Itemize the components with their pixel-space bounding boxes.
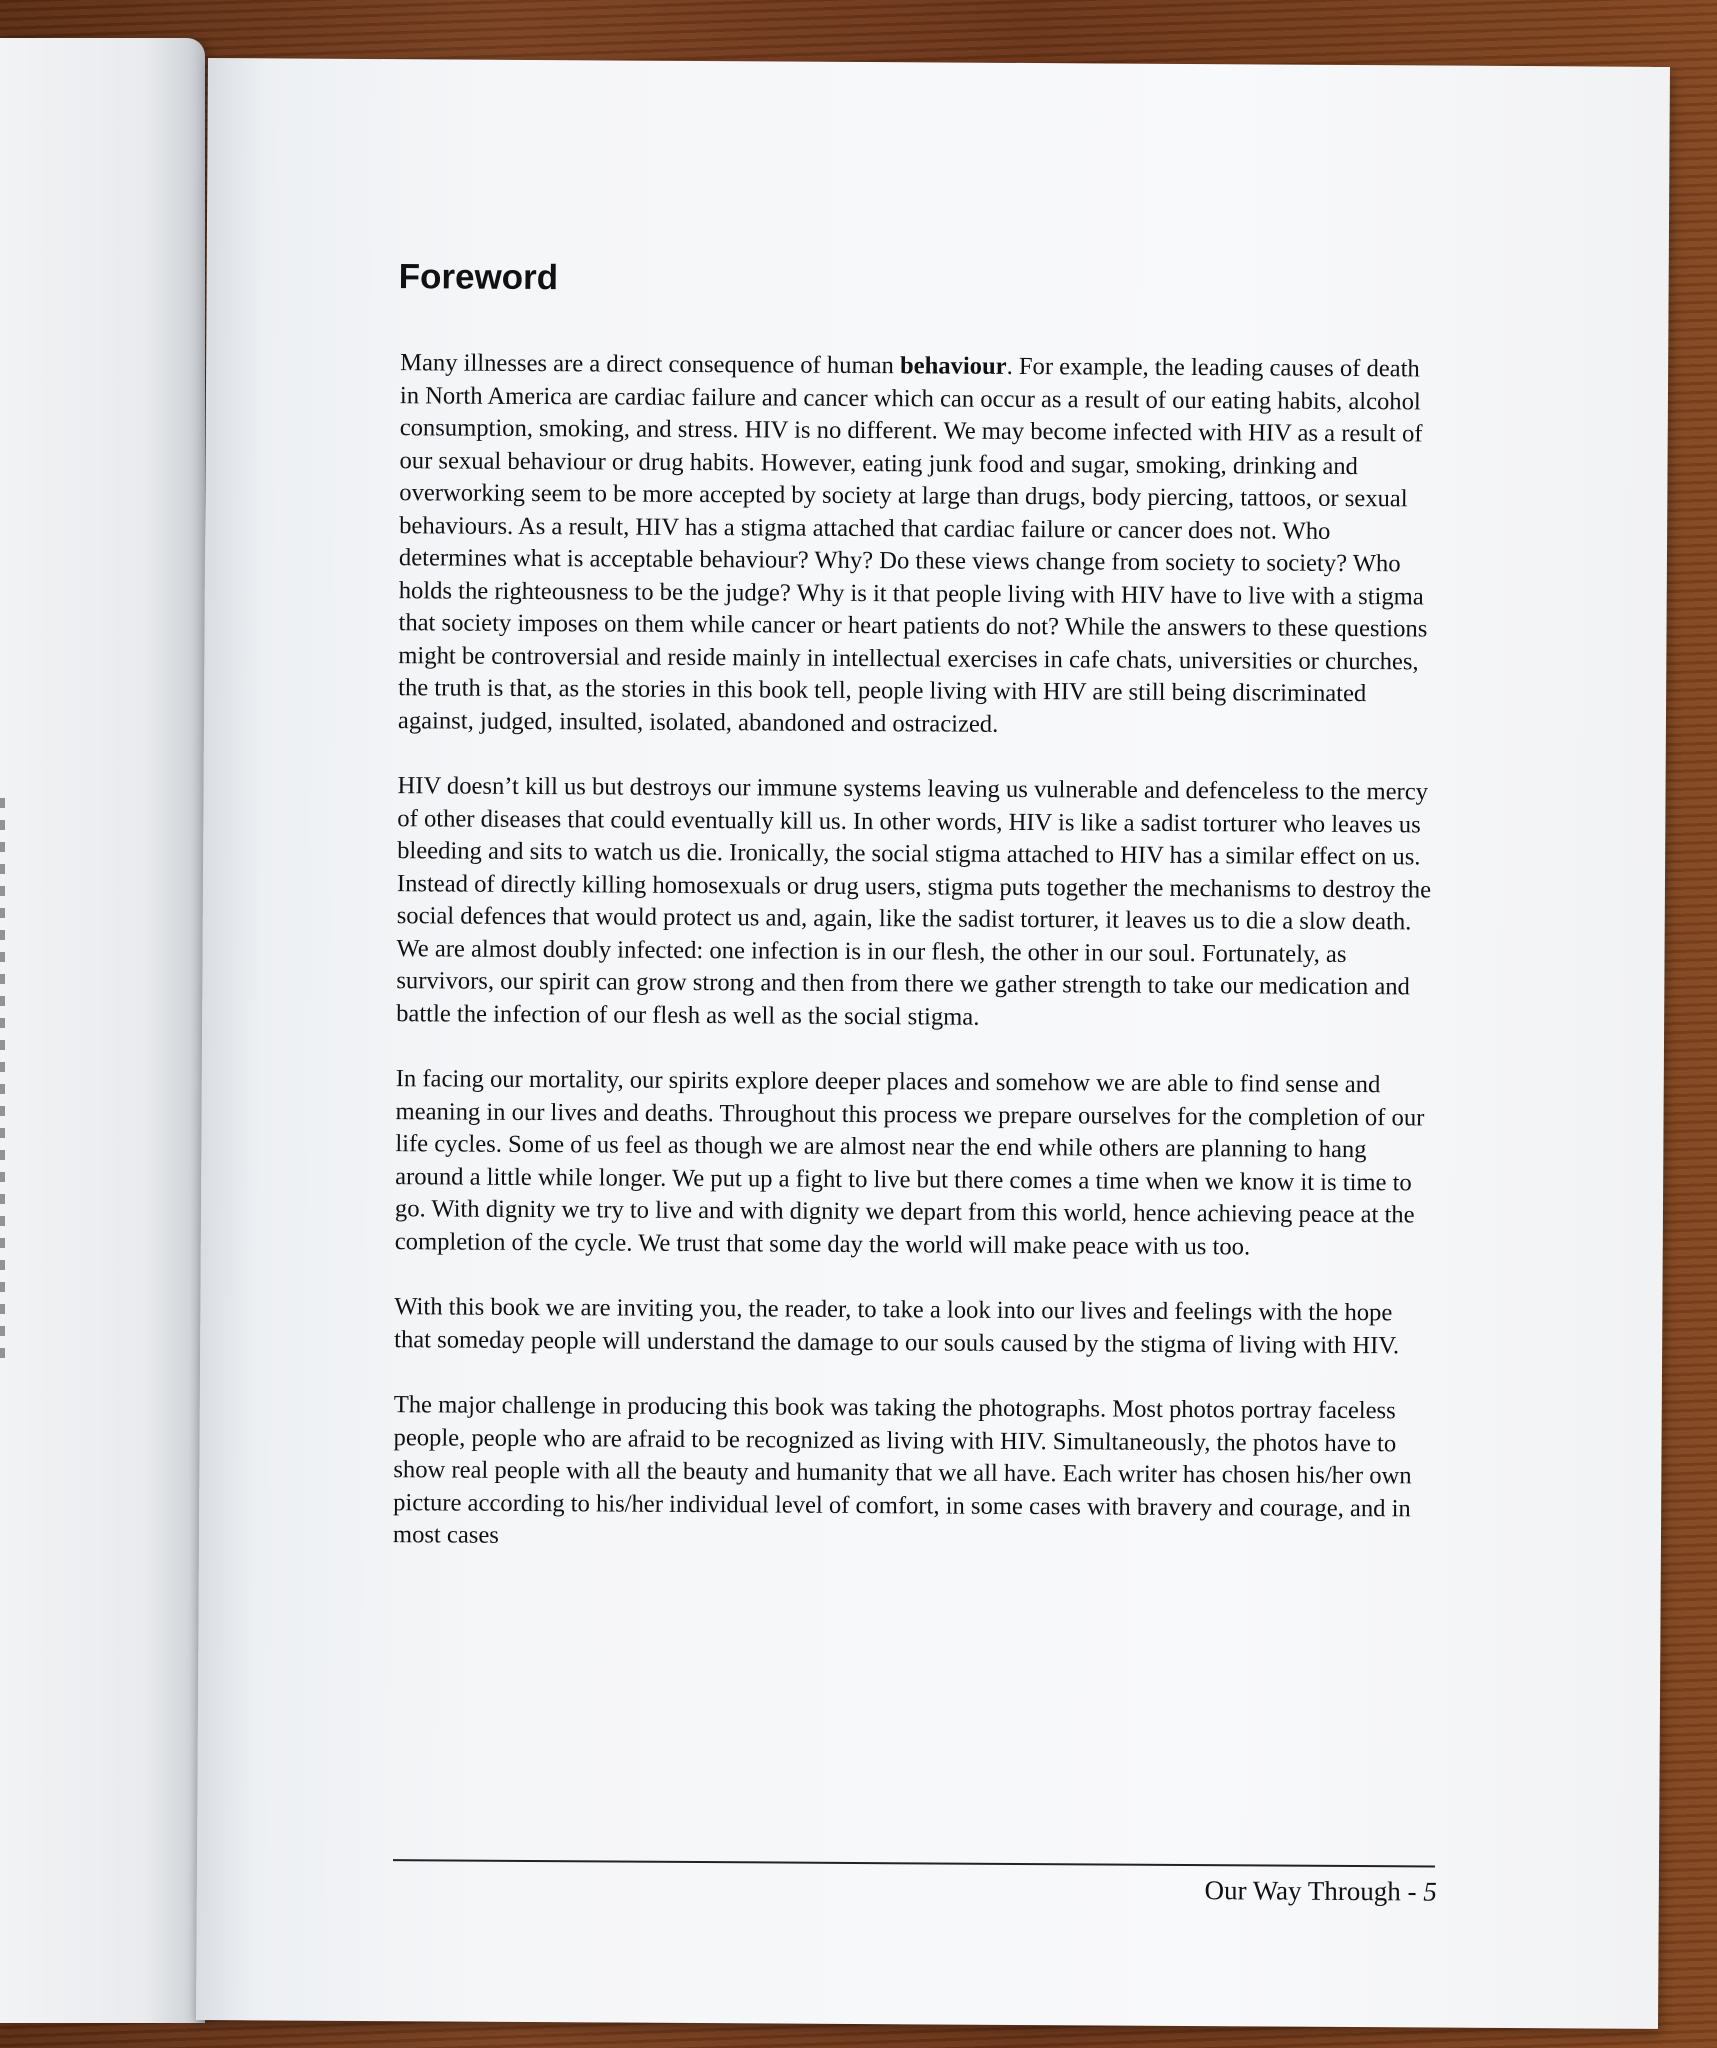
page-number: 5 xyxy=(1423,1876,1437,1907)
footer-book-title: Our Way Through - xyxy=(1204,1875,1424,1907)
paragraph-3: In facing our mortality, our spirits explore deeper places and somehow we are able to find sense and meaning in our lives and deaths. Throughout this process we prepare ourselves for the completion of our life cycles. Some of us feel as though we are almost near the end while others are planning to hang around a little while longer. We put up a fight to live but there comes a time when we know it is time to go. With dignity we try to live and with dignity we depart from this world, hence achieving peace at the completion of the cycle. We trust that some day the world will make peace with us too. xyxy=(394,1065,1425,1260)
paragraph-2: HIV doesn’t kill us but destroys our immune systems leaving us vulnerable and defenceless to the mercy of other diseases that could eventually kill us. In other words, HIV is like a sadist torturer who leaves us bleeding and sits to watch us die. Ironically, the social stigma attached to HIV has a similar effect on us. Instead of directly killing homosexuals or drug users, stigma puts together the mechanisms to destroy the social defences that would protect us and, again, like the sadist torturer, it leaves us to die a slow death. We are almost doubly infected: one infection is in our flesh, the other in our soul. Fortunately, as survivors, our spirit can grow strong and then from there we gather strength to take our medication and battle the infection of our flesh as well as the social stigma. xyxy=(396,772,1432,1031)
paragraph-1-start: Many illnesses are a direct consequence of human xyxy=(400,349,901,380)
paragraph-1-bold-word: behaviour xyxy=(899,352,1007,380)
paragraph-4: With this book we are inviting you, the reader, to take a look into our lives and feelings with the hope that someday people will understand the damage to our souls caused by the stigma of living with HIV. xyxy=(394,1293,1400,1359)
right-page xyxy=(196,58,1670,2029)
paragraph-5: The major challenge in producing this book was taking the photographs. Most photos portray faceless people, people who are afraid to be recognized as living with HIV. Simultaneously, the photos have to show real people with all the beauty and humanity that we all have. Each writer has chosen his/her own picture according to his/her individual level of comfort, in some cases with bravery and courage, and in most cases xyxy=(392,1391,1412,1549)
left-page-edge-text xyxy=(0,798,5,1358)
paragraph-1-rest: . For example, the leading causes of death in North America are cardiac failure and cancer which can occur as a result of our eating habits, alcohol consumption, smoking, and stress. HIV is no different. We may become infected with HIV as a result of our sexual behaviour or drug habits. However, eating junk food and sugar, smoking, drinking and overworking seem to be more accepted by society at large than drugs, body piercing, tattoos, or sexual behaviours. As a result, HIV has a stigma attached that cardiac failure or cancer does not. Who determines what is acceptable behaviour? Why? Do these views change from society to society? Who holds the righteousness to be the judge? Why is it that people living with HIV have to live with a stigma that society imposes on them while cancer or heart patients do not? While the answers to these questions might be controversial and reside mainly in intellectual exercises in cafe chats, universities or churches, the truth is that, as the stories in this book tell, people living with HIV are still being discriminated against, judged, insulted, isolated, abandoned and ostracized. xyxy=(397,352,1428,738)
footer-rule xyxy=(393,1859,1435,1867)
page-title: Foreword xyxy=(398,257,559,298)
page-footer xyxy=(1204,1875,1436,1907)
foreword-body xyxy=(393,347,1440,1558)
left-facing-page xyxy=(0,38,205,2023)
paragraph-1 xyxy=(398,347,1440,743)
